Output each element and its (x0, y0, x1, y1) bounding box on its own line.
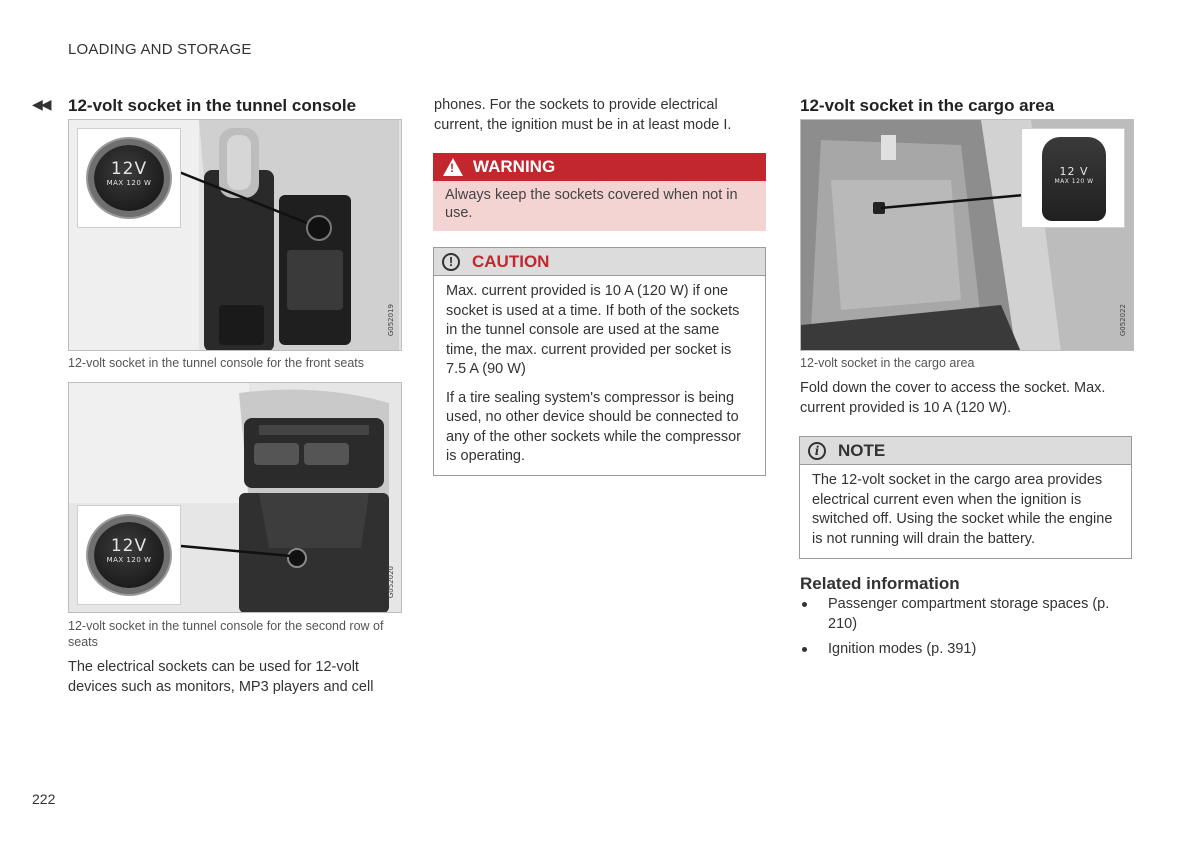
warning-text: Always keep the sockets covered when not in use. (433, 181, 766, 231)
cargo-socket-photo (800, 119, 1134, 351)
cargo-area-body: Fold down the cover to access the socket. Max. current provided is 10 A (120 W). (800, 380, 1106, 416)
front-socket-photo (68, 119, 402, 351)
front-socket-cap (94, 145, 164, 211)
rear-socket-inset (77, 505, 181, 605)
rear-socket-cap (94, 522, 164, 588)
warning-triangle-icon (443, 158, 463, 176)
rear-photo-code: G052020 (387, 565, 395, 598)
rear-socket-voltage: 12V (110, 536, 148, 556)
warning-header (433, 153, 766, 181)
note-label: NOTE (838, 440, 886, 460)
cargo-socket-cover (1042, 137, 1106, 221)
caution-label: CAUTION (472, 251, 550, 271)
caution-body (434, 276, 765, 475)
related-link-ignition-modes[interactable]: Ignition modes (p. 391) (800, 640, 1120, 660)
front-photo-caption: 12-volt socket in the tunnel console for the front seats (68, 356, 365, 370)
rear-socket-rating: MAX 120 W (106, 556, 152, 564)
caution-paragraph: If a tire sealing system's compressor is being used, no other device should be connected to any of the other sockets while the compressor is operating. (446, 389, 741, 464)
cargo-socket-inset (1021, 128, 1125, 228)
note-box (799, 436, 1132, 559)
front-socket-voltage: 12V (110, 159, 148, 179)
tunnel-console-body: The electrical sockets can be used for 12-volt devices such as monitors, MP3 players and cell (68, 659, 374, 695)
front-photo-code: G052019 (387, 303, 395, 336)
caution-box (433, 247, 766, 476)
note-header (800, 437, 1131, 465)
caution-header (434, 248, 765, 276)
cargo-photo-caption: 12-volt socket in the cargo area (800, 356, 975, 370)
rear-photo-caption: 12-volt socket in the tunnel console for the second row of seats (68, 619, 384, 649)
back-arrows-icon[interactable]: ◀◀ (32, 96, 50, 112)
continued-text: phones. For the sockets to provide electrical current, the ignition must be in at least mode I. (434, 97, 732, 133)
front-socket-inset (77, 128, 181, 228)
cargo-photo-code: G052022 (1119, 303, 1127, 336)
tunnel-console-title: 12-volt socket in the tunnel console (68, 96, 357, 115)
cargo-socket-voltage: 12 V (1059, 165, 1089, 178)
info-circle-icon: i (808, 442, 826, 460)
related-info-title: Related information (800, 574, 960, 593)
warning-label: WARNING (473, 157, 556, 176)
warning-box (433, 153, 766, 231)
cargo-area-title: 12-volt socket in the cargo area (800, 96, 1055, 115)
related-info-list (800, 595, 1120, 666)
cargo-socket-rating: MAX 120 W (1054, 178, 1094, 185)
section-header: LOADING AND STORAGE (68, 41, 252, 58)
rear-socket-photo (68, 382, 402, 613)
exclamation-circle-icon: ! (442, 253, 460, 271)
related-link-storage-spaces[interactable]: Passenger compartment storage spaces (p. 210) (800, 595, 1120, 634)
note-text: The 12-volt socket in the cargo area provides electrical current even when the ignition is switched off. Using the socket while the engine is not running will drain the battery. (812, 472, 1113, 547)
caution-paragraph: Max. current provided is 10 A (120 W) if one socket is used at a time. If both of the sockets in the tunnel console are used at the same time, the max. current provided per socket is 7.5 A (90 W) (446, 283, 740, 377)
front-socket-rating: MAX 120 W (106, 179, 152, 187)
page-number: 222 (32, 791, 56, 807)
